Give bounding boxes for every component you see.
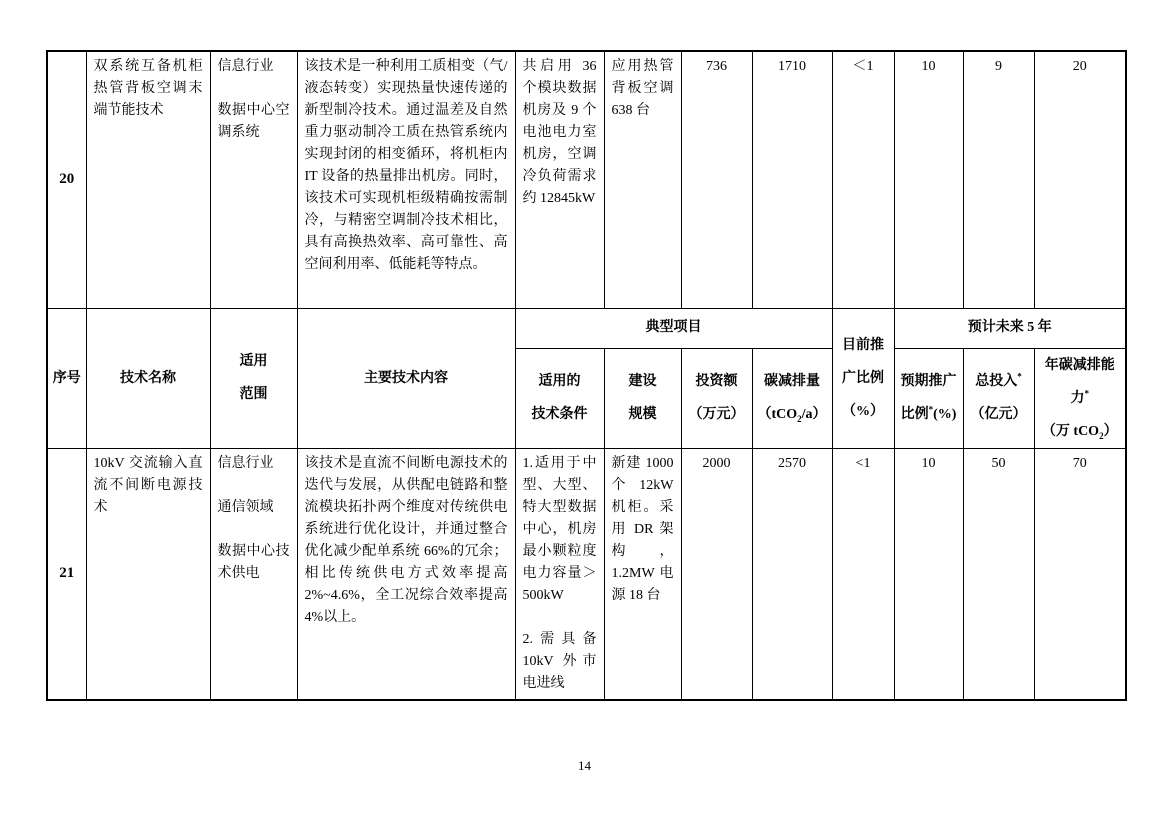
- cell-tech-name: [86, 448, 210, 700]
- cell-expected-ratio: 10: [894, 51, 963, 308]
- technology-table: [46, 50, 1127, 701]
- header-annual-capacity-line2: 力*: [1070, 387, 1089, 406]
- header-conditions-line: 适用的: [538, 374, 581, 389]
- cell-investment: 736: [681, 51, 752, 308]
- cell-conditions: [515, 51, 604, 308]
- cell-tech-name: [86, 51, 210, 308]
- header-conditions-line: 技术条件: [531, 407, 588, 422]
- header-no: 序号: [47, 308, 86, 448]
- cell-total-investment: 50: [963, 448, 1034, 700]
- scope-line: 信息行业: [217, 59, 274, 74]
- header-future-5y: 预计未来 5 年: [894, 308, 1126, 348]
- asterisk-note: *: [1084, 387, 1089, 398]
- scope-line: 数据中心技术供电: [217, 543, 290, 581]
- header-scale-line: 建设: [628, 374, 657, 389]
- subscript-2: 2: [1099, 430, 1104, 441]
- conditions-line: 共启用 36 个模块数据机房及 9 个电池电力室机房，空调冷负荷需求约 12845kW: [522, 59, 597, 206]
- header-investment-unit: （万元）: [688, 407, 745, 422]
- scale-text: 应用热管背板空调 638 台: [611, 59, 674, 118]
- asterisk-note: *: [928, 404, 934, 415]
- cell-annual-capacity: 20: [1034, 51, 1126, 308]
- header-scale-line: 规模: [628, 407, 657, 422]
- cell-conditions: [515, 448, 604, 700]
- header-current-ratio-unit: （%）: [842, 403, 884, 419]
- header-scope: [210, 308, 297, 448]
- header-annual-capacity-line1: 年碳减排能: [1044, 357, 1115, 373]
- cell-no: 21: [47, 448, 86, 700]
- header-annual-capacity: [1034, 348, 1126, 448]
- cell-current-ratio: <1: [832, 448, 894, 700]
- scope-line: 通信领域: [217, 499, 274, 515]
- asterisk-note: *: [1017, 371, 1022, 382]
- header-scope-line: 适用: [239, 354, 268, 369]
- cell-total-investment: 9: [963, 51, 1034, 308]
- cell-scale: [604, 448, 681, 700]
- header-conditions: [515, 348, 604, 448]
- cell-carbon-reduction: 2570: [752, 448, 832, 700]
- header-row-top: [47, 308, 1126, 348]
- header-total-investment-label: 总投入*: [975, 371, 1022, 389]
- cell-annual-capacity: 70: [1034, 448, 1126, 700]
- header-annual-capacity-unit: （万 tCO$_2$）: [1041, 423, 1118, 441]
- cell-scope: [210, 448, 297, 700]
- header-carbon-reduction: [752, 348, 832, 448]
- table-row-20: [47, 51, 1126, 308]
- conditions-line: 2.需具备 10kV 外市电进线: [522, 631, 597, 691]
- header-current-ratio-label: 目前推广比例: [842, 337, 884, 386]
- subscript-2: 2: [797, 413, 802, 424]
- table-row-21: [47, 448, 1126, 700]
- scope-line: 信息行业: [217, 455, 274, 471]
- tech-name-text: 双系统互备机柜热管背板空调末端节能技术: [93, 59, 203, 118]
- header-investment-label: 投资额: [695, 374, 738, 389]
- header-carbon-unit: （tCO$_2$/a）: [757, 407, 827, 424]
- cell-investment: 2000: [681, 448, 752, 700]
- conditions-line: 1.适用于中型、大型、特大型数据中心，机房最小颗粒度电力容量＞500kW: [522, 455, 597, 603]
- page-number: 14: [578, 758, 591, 773]
- main-content-text: 该技术是直流不间断电源技术的迭代与发展，从供配电链路和整流模块拓扑两个维度对传统供电系统进行优化设计，并通过整合优化减少配单系统 66%的冗余；相比传统供电方式效率提高 2%~4.6%，全工况综合效率提高 4%以上。: [304, 455, 508, 625]
- cell-scope: [210, 51, 297, 308]
- header-main-content: 主要技术内容: [297, 308, 515, 448]
- header-typical-project: 典型项目: [515, 308, 832, 348]
- header-total-investment-unit: （亿元）: [970, 407, 1027, 422]
- header-expected-ratio: 预期推广比例*(%): [894, 348, 963, 448]
- header-current-ratio: [832, 308, 894, 448]
- header-carbon-label: 碳减排量: [764, 374, 820, 389]
- tech-name-text: 10kV 交流输入直流不间断电源技术: [93, 455, 203, 515]
- cell-main-content: [297, 448, 515, 700]
- cell-expected-ratio: 10: [894, 448, 963, 700]
- scope-line: 数据中心空调系统: [217, 103, 290, 140]
- header-scope-line: 范围: [239, 387, 268, 402]
- header-tech-name: 技术名称: [86, 308, 210, 448]
- header-scale: [604, 348, 681, 448]
- header-total-investment: [963, 348, 1034, 448]
- cell-carbon-reduction: 1710: [752, 51, 832, 308]
- main-content-text: 该技术是一种利用工质相变（气/液态转变）实现热量快速传递的新型制冷技术。通过温差及自然重力驱动制冷工质在热管系统内实现封闭的相变循环，将机柜内 IT 设备的热量排出机房。同时，该技术可实现机柜级精确按需制冷，与精密空调制冷技术相比，具有高换热效率、高可靠性、高空间利用率、低能耗等特点。: [304, 59, 508, 272]
- cell-no: 20: [47, 51, 86, 308]
- cell-main-content: [297, 51, 515, 308]
- scale-text: 新建 1000 个 12kW 机柜。采用 DR 架构，1.2MW 电源 18 台: [611, 455, 674, 603]
- header-investment: [681, 348, 752, 448]
- cell-scale: [604, 51, 681, 308]
- cell-current-ratio: ＜1: [832, 51, 894, 308]
